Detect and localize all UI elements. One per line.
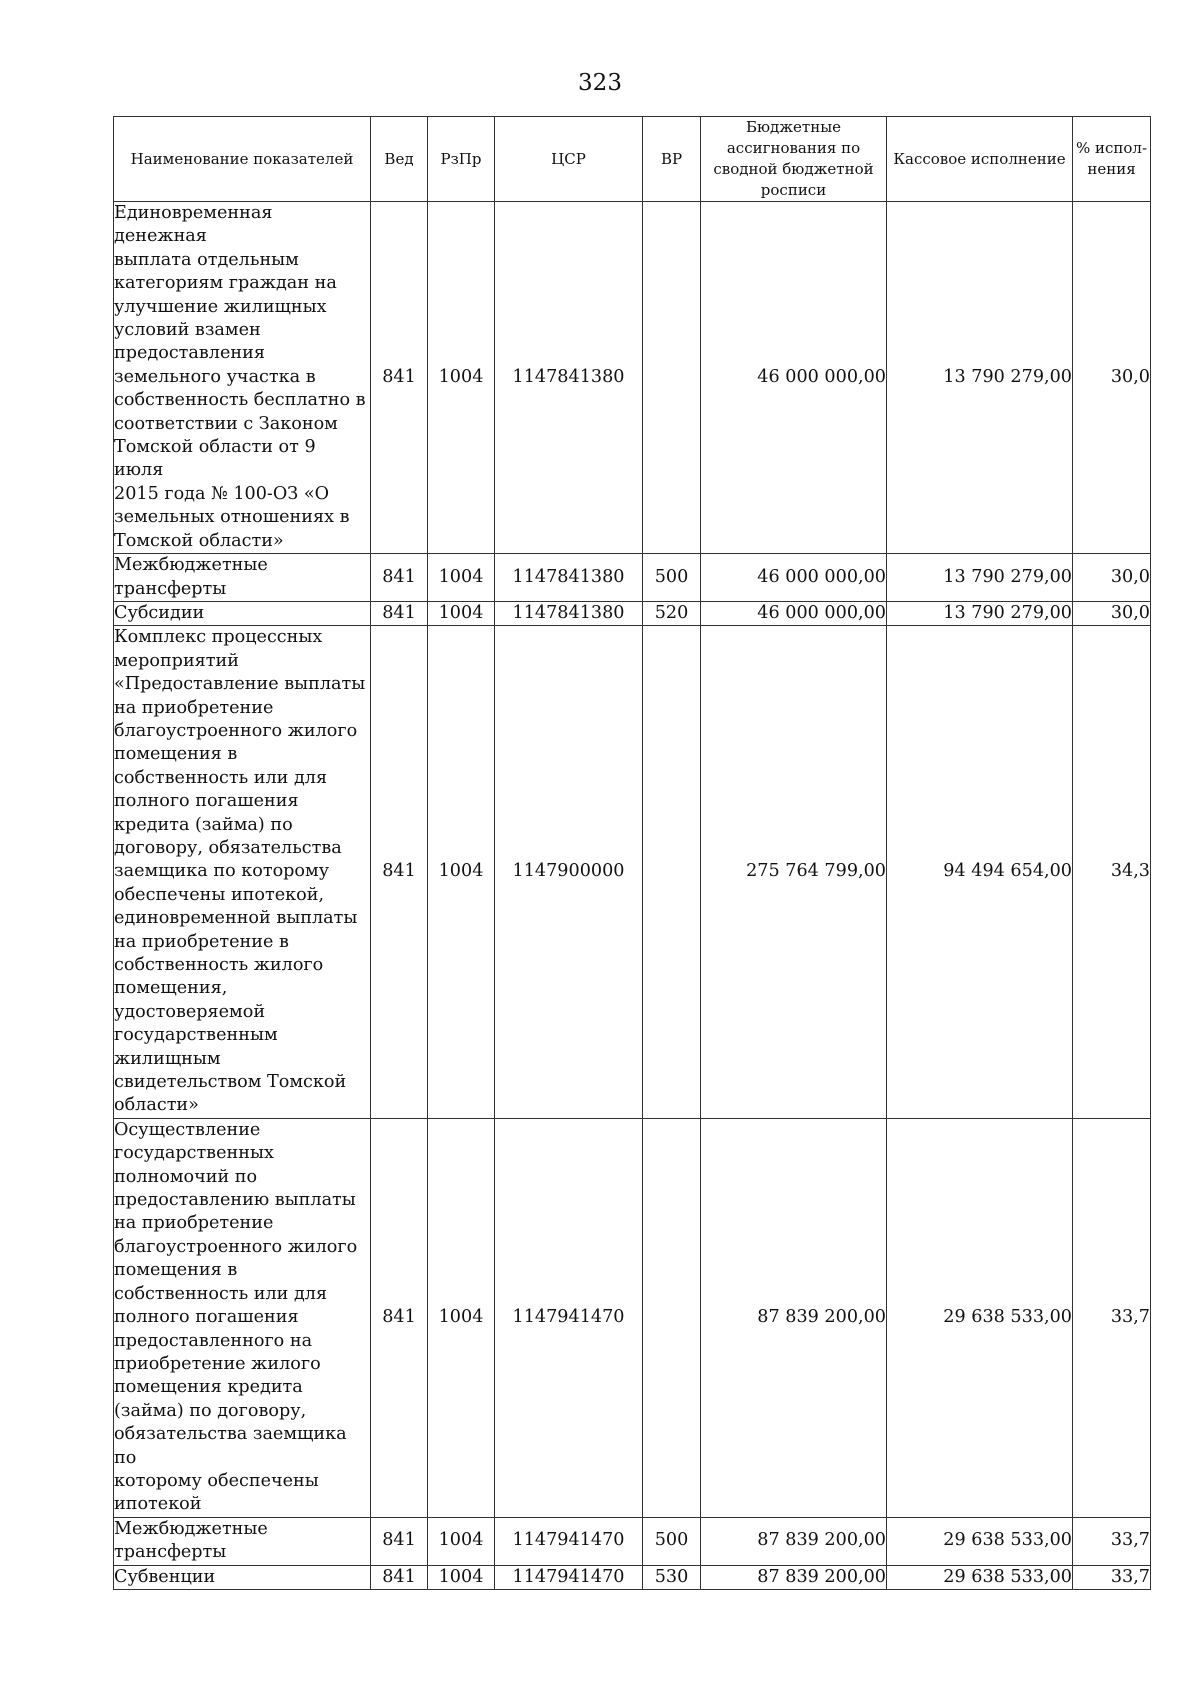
indicator-name-line: помещения в [114,1260,238,1281]
indicator-name-line: удостоверяемой [114,1001,266,1022]
cell-ved: 841 [371,554,428,602]
cell-rzpr: 1004 [428,202,495,554]
cell-assigned: 87 839 200,00 [701,1517,887,1565]
indicator-name-line: мероприятий [114,650,239,671]
indicator-name-line: обязательства заемщика по [114,1424,347,1468]
indicator-name-line: (займа) по договору, [114,1400,307,1421]
cell-csr: 1147841380 [495,554,643,602]
indicator-name-line: помещения, [114,978,228,999]
table-row [114,1517,1151,1565]
indicator-name-line: условий взамен [114,320,261,341]
cell-vr: 500 [643,1517,701,1565]
indicator-name-line: обеспечены ипотекой, [114,884,325,905]
indicator-name-line: 2015 года № 100-ОЗ «О [114,483,330,504]
header-assigned: Бюджетные ассигнования по сводной бюджетной росписи [701,117,887,202]
indicator-name-line: Осуществление [114,1119,261,1140]
table-row [114,1118,1151,1517]
indicator-name [114,202,371,554]
cell-executed: 29 638 533,00 [887,1517,1073,1565]
cell-vr [643,1118,701,1517]
cell-executed: 13 790 279,00 [887,601,1073,625]
table-row [114,554,1151,602]
cell-assigned: 46 000 000,00 [701,554,887,602]
indicator-name-line: Томской области» [114,530,284,551]
indicator-name-line: благоустроенного жилого [114,720,358,741]
table-row [114,626,1151,1119]
indicator-name-line: полного погашения [114,791,299,812]
table-row [114,202,1151,554]
cell-rzpr: 1004 [428,1517,495,1565]
cell-ved: 841 [371,1517,428,1565]
indicator-name-line: на приобретение [114,1213,274,1234]
table-row [114,601,1151,625]
cell-vr [643,202,701,554]
indicator-name-line: соответствии с Законом [114,413,338,434]
cell-executed: 29 638 533,00 [887,1118,1073,1517]
indicator-name-line: земельного участка в [114,366,316,387]
indicator-name-line: заемщика по которому [114,861,330,882]
cell-ved: 841 [371,626,428,1119]
header-rzpr: РзПр [428,117,495,202]
cell-vr: 530 [643,1565,701,1589]
cell-rzpr: 1004 [428,601,495,625]
indicator-name-line: «Предоставление выплаты [114,674,366,695]
indicator-name-line: предоставлению выплаты [114,1190,356,1211]
indicator-name-line: кредита (займа) по [114,814,293,835]
cell-rzpr: 1004 [428,554,495,602]
indicator-name-line: категориям граждан на [114,273,337,294]
cell-rzpr: 1004 [428,1118,495,1517]
table-header-row [114,117,1151,202]
indicator-name-line: благоустроенного жилого [114,1236,358,1257]
cell-percent: 34,3 [1073,626,1151,1119]
header-ved: Вед [371,117,428,202]
cell-assigned: 275 764 799,00 [701,626,887,1119]
cell-ved: 841 [371,601,428,625]
cell-vr: 500 [643,554,701,602]
indicator-name-line: ипотекой [114,1494,202,1515]
indicator-name-line: на приобретение в [114,931,289,952]
indicator-name-line: собственность жилого [114,955,324,975]
cell-rzpr: 1004 [428,626,495,1119]
indicator-name-line: Межбюджетные [114,555,268,576]
cell-ved: 841 [371,1118,428,1517]
header-name: Наименование показателей [114,117,371,202]
indicator-name-line: которому обеспечены [114,1470,319,1491]
cell-percent: 30,0 [1073,202,1151,554]
indicator-name-line: собственность бесплатно в [114,390,366,411]
cell-assigned: 87 839 200,00 [701,1118,887,1517]
cell-executed: 29 638 533,00 [887,1565,1073,1589]
indicator-name-line: Межбюджетные [114,1518,268,1539]
indicator-name [114,1517,371,1565]
indicator-name-line: жилищным [114,1048,221,1069]
cell-csr: 1147941470 [495,1565,643,1589]
indicator-name-line: собственность или для [114,767,328,788]
cell-executed: 94 494 654,00 [887,626,1073,1119]
cell-vr [643,626,701,1119]
table-row [114,1565,1151,1589]
indicator-name-line: области» [114,1095,199,1116]
indicator-name-line: помещения в [114,744,238,765]
cell-ved: 841 [371,202,428,554]
indicator-name-line: приобретение жилого [114,1353,321,1374]
cell-percent: 33,7 [1073,1118,1151,1517]
cell-percent: 30,0 [1073,601,1151,625]
page-number: 323 [578,70,622,96]
cell-assigned: 46 000 000,00 [701,202,887,554]
indicator-name-line: выплата отдельным [114,249,299,270]
indicator-name-line: полного погашения [114,1307,299,1328]
indicator-name [114,601,371,625]
indicator-name [114,1118,371,1517]
header-percent: % испол-нения [1073,117,1151,202]
indicator-name-line: Единовременная денежная [114,203,273,247]
cell-rzpr: 1004 [428,1565,495,1589]
indicator-name-line: договору, обязательства [114,837,342,858]
cell-executed: 13 790 279,00 [887,202,1073,554]
cell-ved: 841 [371,1565,428,1589]
indicator-name-line: на приобретение [114,697,274,718]
cell-percent: 33,7 [1073,1517,1151,1565]
cell-csr: 1147941470 [495,1118,643,1517]
indicator-name-line: единовременной выплаты [114,908,358,929]
budget-execution-table [113,116,1151,1590]
indicator-name-line: собственность или для [114,1283,328,1304]
cell-csr: 1147900000 [495,626,643,1119]
cell-assigned: 46 000 000,00 [701,601,887,625]
cell-csr: 1147841380 [495,202,643,554]
indicator-name-line: свидетельством Томской [114,1072,347,1093]
indicator-name-line: Томской области от 9 июля [114,437,316,481]
indicator-name-line: трансферты [114,578,227,599]
indicator-name-line: Субвенции [114,1566,216,1587]
indicator-name-line: государственным [114,1025,278,1046]
indicator-name-line: земельных отношениях в [114,507,350,528]
cell-csr: 1147841380 [495,601,643,625]
indicator-name-line: улучшение жилищных [114,296,327,317]
indicator-name [114,1565,371,1589]
cell-assigned: 87 839 200,00 [701,1565,887,1589]
indicator-name-line: помещения кредита [114,1377,303,1398]
cell-percent: 30,0 [1073,554,1151,602]
indicator-name-line: государственных [114,1143,274,1164]
indicator-name-line: Комплекс процессных [114,627,323,648]
indicator-name-line: трансферты [114,1542,227,1563]
indicator-name [114,554,371,602]
table-body [114,202,1151,1590]
cell-percent: 33,7 [1073,1565,1151,1589]
indicator-name-line: предоставления [114,343,265,364]
header-executed: Кассовое исполнение [887,117,1073,202]
header-vr: ВР [643,117,701,202]
cell-executed: 13 790 279,00 [887,554,1073,602]
cell-csr: 1147941470 [495,1517,643,1565]
cell-vr: 520 [643,601,701,625]
header-csr: ЦСР [495,117,643,202]
indicator-name [114,626,371,1119]
indicator-name-line: Субсидии [114,602,205,623]
indicator-name-line: предоставленного на [114,1330,313,1351]
indicator-name-line: полномочий по [114,1166,258,1187]
